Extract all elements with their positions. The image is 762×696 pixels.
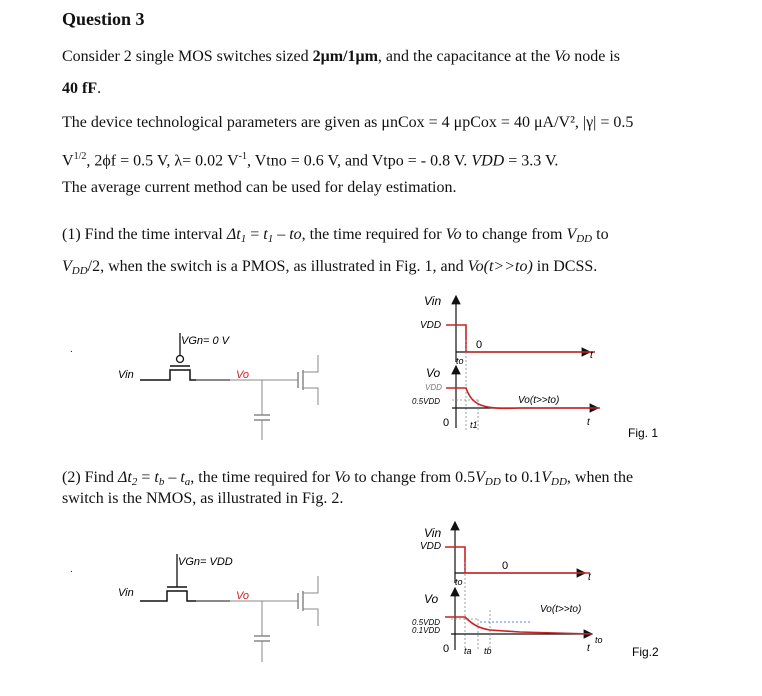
- text: , 2ϕf = 0.5 V, λ= 0.02 V: [86, 152, 239, 170]
- sub: b: [158, 476, 165, 488]
- fig1-half-vdd: 0.5VDD: [412, 397, 441, 406]
- vdd-text: V: [541, 469, 551, 486]
- fig2-ta: ta: [464, 646, 472, 656]
- fig1-mos-drain: [303, 355, 318, 372]
- text: = 3.3 V.: [504, 152, 559, 170]
- sub: 1: [267, 233, 274, 245]
- text: node is: [570, 48, 621, 65]
- text: to 0.1: [500, 469, 542, 486]
- fig1-t1: t1: [470, 420, 478, 430]
- vo-text: Vo: [554, 48, 571, 65]
- fig2-vin-axis-label: Vin: [424, 526, 442, 540]
- size-text: 2μm/1μm: [312, 48, 378, 65]
- fig2-vin-label: Vin: [118, 587, 134, 599]
- text: .: [97, 80, 102, 97]
- to: to: [289, 226, 302, 243]
- text: =: [246, 226, 264, 243]
- text: , the time required for: [301, 226, 446, 243]
- text: V: [62, 152, 74, 170]
- fig2-mos-source: [303, 609, 318, 626]
- fig1-vin-waveform: [446, 325, 595, 352]
- text: , when the: [566, 469, 634, 486]
- fig2-caption: Fig.2: [632, 645, 659, 659]
- fig1-gate-label: VGn= 0 V: [181, 335, 230, 347]
- fig2-t2: t: [587, 643, 590, 654]
- fig2-waveforms: [412, 522, 659, 659]
- fig2-vdd-label: VDD: [420, 541, 442, 552]
- vo-text: Vo: [445, 226, 462, 243]
- fig2-zero: 0: [502, 560, 509, 572]
- fig2-t: t: [588, 572, 591, 583]
- text: –: [164, 469, 181, 486]
- fig1-vo-label: Vo: [236, 369, 250, 381]
- fig2-to: to: [455, 577, 463, 587]
- fig1-t2: t: [587, 417, 590, 428]
- vdd-text: V: [475, 469, 485, 486]
- sub: DD: [551, 476, 567, 488]
- text: –: [273, 226, 290, 243]
- text: to change from 0.5: [350, 469, 476, 486]
- ta: t: [180, 469, 185, 486]
- fig1-channel: [140, 370, 230, 380]
- fig1-caption: Fig. 1: [628, 426, 659, 440]
- fig1-zero: 0: [476, 339, 483, 351]
- sub: DD: [71, 265, 88, 277]
- fig2-vin-waveform: [445, 547, 590, 573]
- sup: -1: [238, 151, 247, 162]
- fig2-tenth-vdd: 0.1VDD: [412, 626, 441, 635]
- fig1-waveforms: [412, 294, 658, 440]
- para3: The average current method can be used for delay estimation.: [62, 179, 457, 196]
- delta-t: Δt: [118, 469, 132, 486]
- vdd-text: V: [62, 258, 72, 275]
- para2-line1: The device technological parameters are given as μnCox = 4 μpCox = 40 μA/V², |γ| = 0.5: [62, 114, 634, 131]
- fig1-dot: .: [70, 344, 73, 355]
- fig2-half-vdd: 0.5VDD: [412, 618, 441, 627]
- text: /2, when the switch is a PMOS, as illustrated in Fig. 1, and: [87, 258, 468, 275]
- sub: DD: [484, 476, 501, 488]
- fig2-vo-label: Vo: [236, 590, 250, 602]
- text: , Vtno = 0.6 V, and Vtpo = - 0.8 V.: [247, 152, 472, 170]
- fig1-schematic: [70, 333, 318, 440]
- tb: t: [154, 469, 159, 486]
- q2-line2: switch is the NMOS, as illustrated in Fig. 2.: [62, 490, 344, 507]
- text: in DCSS.: [532, 258, 598, 275]
- fig2-vo-axis-label: Vo: [424, 592, 439, 606]
- cap-value: 40 fF: [62, 80, 98, 97]
- text: Consider 2 single MOS switches sized: [62, 48, 313, 65]
- fig2-dot: .: [70, 564, 73, 575]
- fig1-gate-bubble: [177, 356, 184, 363]
- fig2-vo-waveform: [445, 617, 592, 634]
- delta-t: Δt: [226, 226, 241, 243]
- fig1-vo-axis-label: Vo: [426, 366, 441, 380]
- vdd-text: VDD: [471, 152, 505, 170]
- fig2-mos-drain: [303, 576, 318, 593]
- fig1-vdd-label: VDD: [420, 320, 442, 331]
- sub: a: [184, 476, 191, 488]
- fig2-gate-label: VGn= VDD: [178, 556, 233, 568]
- fig1-mos-source: [303, 388, 318, 405]
- fig1-to: to: [456, 356, 464, 366]
- text: (2) Find: [62, 469, 118, 486]
- sub: DD: [576, 233, 593, 245]
- text: , and the capacitance at the: [377, 48, 555, 65]
- question-title: Question 3: [62, 9, 145, 29]
- fig1-vin-axis-label: Vin: [424, 294, 442, 308]
- fig1-vin-label: Vin: [118, 369, 134, 381]
- text: , the time required for: [190, 469, 335, 486]
- text: =: [137, 469, 155, 486]
- fig1-zero2: 0: [443, 417, 450, 429]
- sub: 1: [240, 233, 247, 245]
- fig2-channel: [140, 591, 230, 601]
- text: to change from: [461, 226, 567, 243]
- fig1-vdd-small: VDD: [425, 383, 442, 392]
- sup: 1/2: [73, 151, 87, 162]
- fig1-t: t: [590, 350, 593, 361]
- vo-text: Vo: [334, 469, 351, 486]
- fig2-schematic: [70, 554, 318, 662]
- sub: 2: [131, 476, 138, 488]
- fig1-vo-final: Vo(t>>to): [518, 395, 560, 406]
- fig2-vo-final: Vo(t>>to): [540, 604, 582, 615]
- text: to: [592, 226, 609, 243]
- vdd-text: V: [566, 226, 577, 243]
- vo-final: Vo(t>>to): [467, 258, 533, 275]
- t1: t: [263, 226, 268, 243]
- text: (1) Find the time interval: [62, 226, 227, 243]
- fig2-zero2: 0: [443, 643, 450, 655]
- fig2-tb: tb: [484, 646, 492, 656]
- fig2-to2: to: [595, 635, 603, 645]
